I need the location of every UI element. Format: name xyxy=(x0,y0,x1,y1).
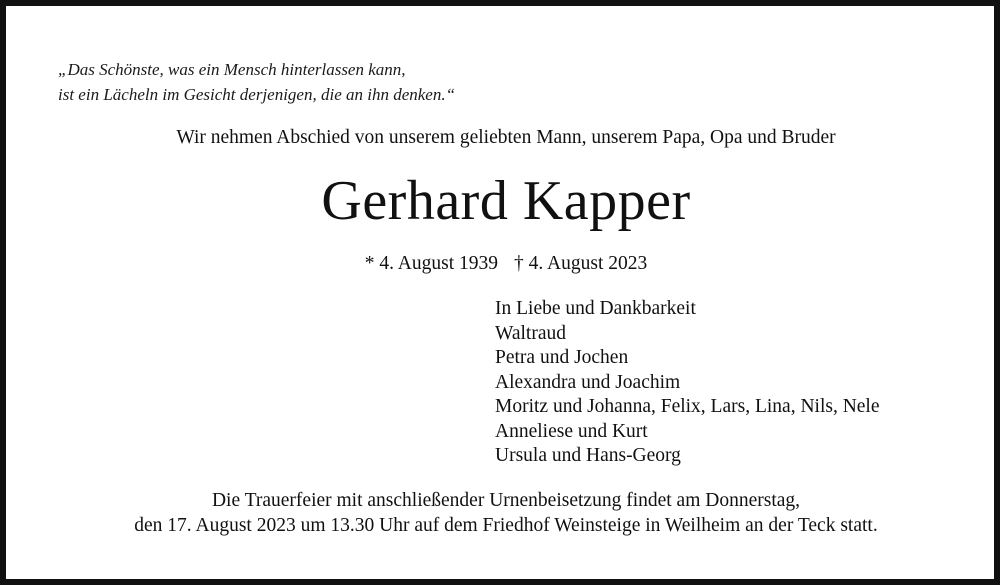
mourner-line: Moritz und Johanna, Felix, Lars, Lina, Nils, Nele xyxy=(495,396,880,417)
quote-line: „Das Schönste, was ein Mensch hinterlassen kann, xyxy=(58,60,406,79)
mourners-list xyxy=(495,297,880,469)
funeral-details xyxy=(6,489,1000,538)
life-dates xyxy=(6,252,1000,276)
quote-line: ist ein Lächeln im Gesicht derjenigen, die an ihn denken.“ xyxy=(58,85,456,104)
death-date: † 4. August 2023 xyxy=(514,253,648,274)
mourner-line: Petra und Jochen xyxy=(495,347,629,368)
mourner-line: Anneliese und Kurt xyxy=(495,420,648,442)
mourner-line: Ursula und Hans-Georg xyxy=(495,445,681,466)
deceased-name: Gerhard Kapper xyxy=(321,170,691,232)
mourner-line: Waltraud xyxy=(495,322,566,344)
funeral-details-line: den 17. August 2023 um 13.30 Uhr auf dem Friedhof Weinsteige in Weilheim an der Teck statt. xyxy=(134,514,878,536)
mourner-line: In Liebe und Dankbarkeit xyxy=(495,298,696,319)
farewell-intro: Wir nehmen Abschied von unserem geliebten Mann, unserem Papa, Opa und Bruder xyxy=(176,127,836,148)
funeral-details-line: Die Trauerfeier mit anschließender Urnenbeisetzung findet am Donnerstag, xyxy=(211,490,801,511)
birth-date: * 4. August 1939 xyxy=(364,253,498,274)
memorial-quote xyxy=(58,57,455,107)
mourner-line: Alexandra und Joachim xyxy=(495,371,681,393)
